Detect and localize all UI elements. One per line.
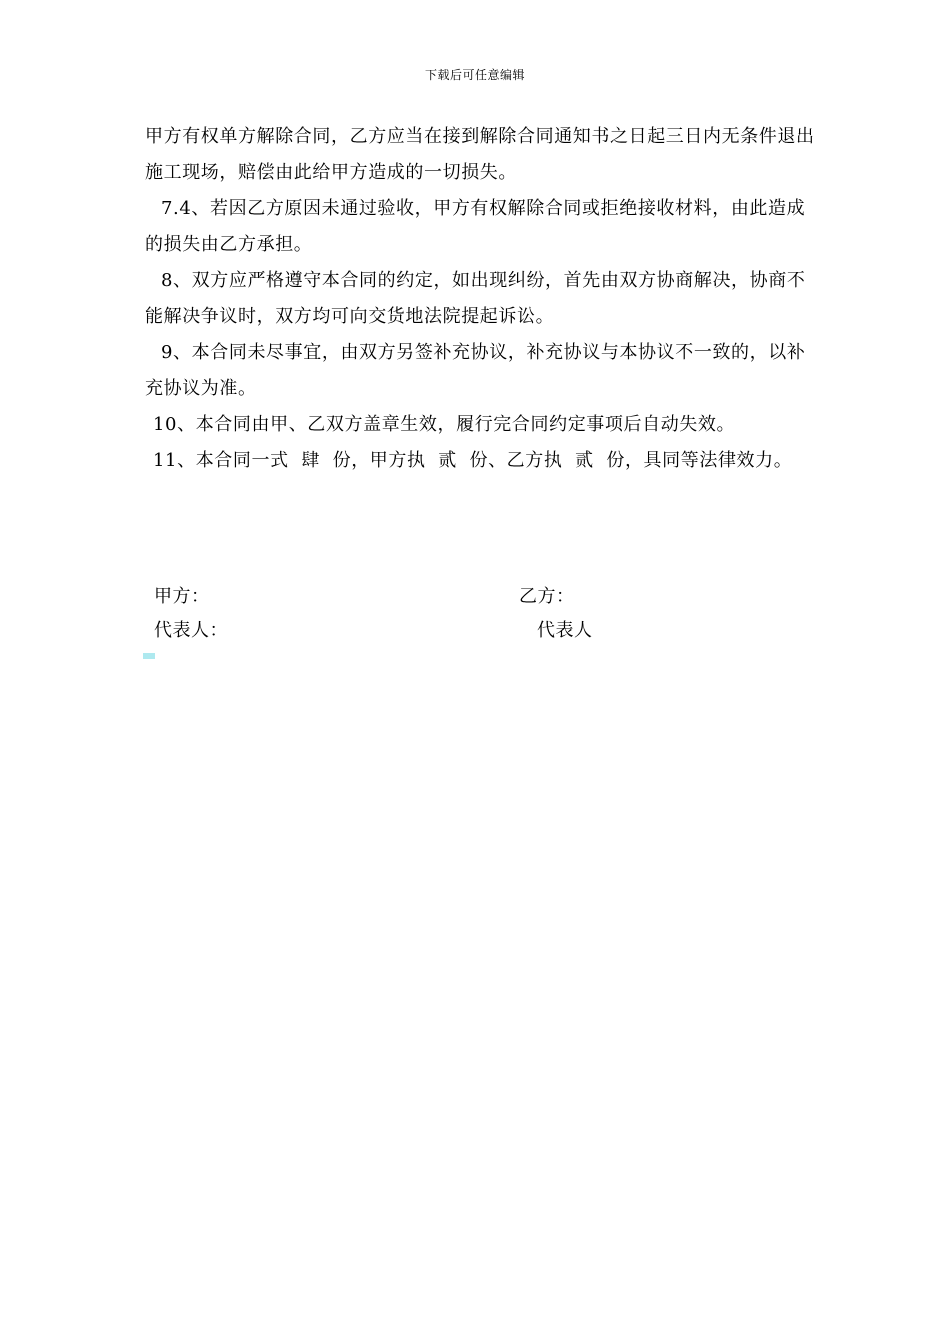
party-a-representative-label: 代表人： bbox=[154, 620, 228, 641]
party-b-representative-label: 代表人 bbox=[537, 620, 593, 641]
paragraph-continuation: 甲方有权单方解除合同，乙方应当在接到解除合同通知书之日起三日内无条件退出施工现场，赔偿由此给甲方造成的一切损失。 bbox=[145, 126, 815, 183]
party-b-label: 乙方： bbox=[519, 586, 575, 607]
paragraph-clause-9: 9、本合同未尽事宜，由双方另签补充协议，补充协议与本协议不一致的，以补充协议为准。 bbox=[145, 342, 806, 399]
paragraph-clause-11: 11、本合同一式 肆 份，甲方执 贰 份、乙方执 贰 份，具同等法律效力。 bbox=[153, 450, 793, 471]
paragraph-clause-8: 8、双方应严格遵守本合同的约定，如出现纠纷，首先由双方协商解决，协商不能解决争议时，双方均可向交货地法院提起诉讼。 bbox=[145, 270, 806, 327]
paragraph-clause-10: 10、本合同由甲、乙双方盖章生效，履行完合同约定事项后自动失效。 bbox=[153, 414, 736, 435]
party-a-label: 甲方： bbox=[154, 586, 210, 607]
paragraph-clause-7-4: 7.4、若因乙方原因未通过验收，甲方有权解除合同或拒绝接收材料，由此造成的损失由乙方承担。 bbox=[145, 198, 806, 255]
text-cursor-marker bbox=[143, 653, 155, 659]
contract-body bbox=[145, 119, 815, 479]
header-note: 下载后可任意编辑 bbox=[424, 68, 525, 82]
